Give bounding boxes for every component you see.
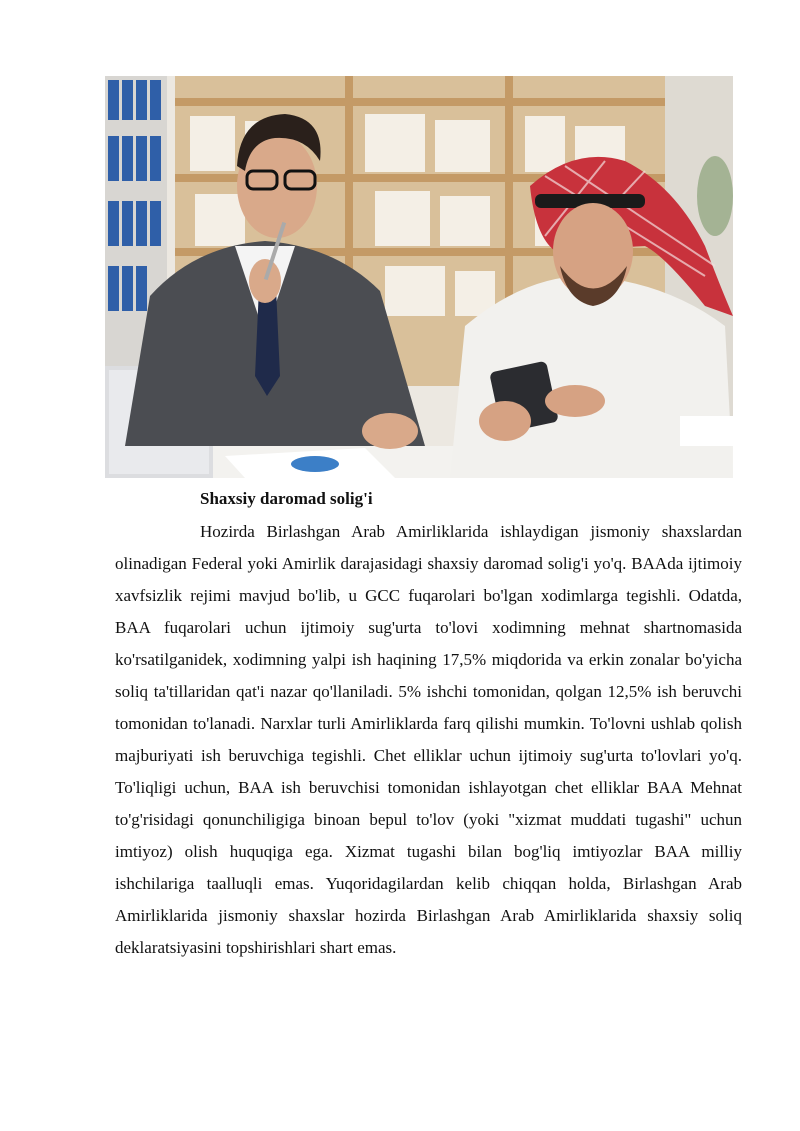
body-paragraph: Hozirda Birlashgan Arab Amirliklarida ishlaydigan jismoniy shaxslardan olinadigan Federal yoki Amirlik darajasidagi shaxsiy daromad solig'i yo'q. BAAda ijtimoiy xavfsizlik rejimi mavjud bo'lib, u GCC fuqarolari bo'lgan xodimlarga tegishli. Odatda, BAA fuqarolari uchun ijtimoiy sug'urta to'lovi xodimning mehnat shartnomasida ko'rsatilganidek, xodimning yalpi ish haqining 17,5% miqdorida va erkin zonalar bo'yicha soliq ta'tillaridan qat'i nazar qo'llaniladi. 5% ishchi tomonidan, qolgan 12,5% ish beruvchi tomonidan to'lanadi. Narxlar turli Amirliklarda farq qilishi mumkin. To'lovni ushlab qolish majburiyati ish beruvchiga tegishli. Chet elliklar uchun ijtimoiy sug'urta to'lovlari yo'q. To'liqligi uchun, BAA ish beruvchisi tomonidan ishlayotgan chet elliklar BAA Mehnat to'g'risidagi qonunchiligiga binoan bepul to'lov (yoki "xizmat muddati tugashi" uchun imtiyoz) olish huquqiga ega. Xizmat tugashi bilan bog'liq imtiyozlar BAA milliy ishchilariga taalluqli emas. Yuqoridagilardan kelib chiqqan holda, Birlashgan Arab Amirliklarida jismoniy shaxslar hozirda Birlashgan Arab Amirliklarida shaxsiy soliq deklaratsiyasini topshirishlari shart emas. [115,522,742,957]
section-heading: Shaxsiy daromad solig'i [200,489,373,508]
business-meeting-photo [105,76,733,478]
meeting-illustration [105,76,733,478]
